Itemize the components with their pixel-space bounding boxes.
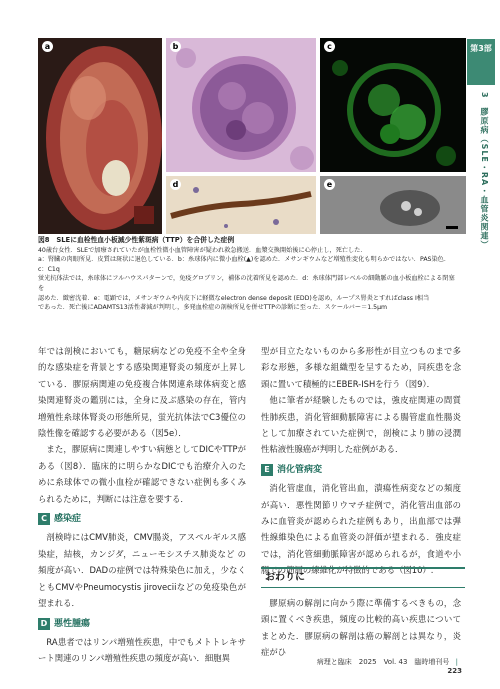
section-heading-e <box>261 462 461 478</box>
section-letter: C <box>38 513 50 525</box>
figure-caption <box>38 236 458 313</box>
caption-line: 40歳台女性．SLEで加療されていたが血栓性微小血管障害が疑われ救急搬送．血漿交換開始後に心停止し，死亡した． <box>38 246 367 254</box>
section-heading-c <box>38 511 246 527</box>
paragraph: また，膠原病に関連しやすい病態としてDICやTTPがある（図8）．臨床的に明らかなDICでも治療介入のために糸球体での微小血栓が確認できない症例も多くみられるために，判断には注意を要する． <box>38 444 246 504</box>
paragraph: 膠原病の解剖に向かう際に準備するべきもの，念頭に置くべき疾患，頻度の比較的高い疾患についてまとめた．膠原病の解剖は癌の解剖とは異なり，炎症がひ <box>261 598 461 658</box>
page-number: 223 <box>447 667 462 675</box>
journal-info: 病理と臨床 2025 Vol. 43 臨時増刊号 <box>316 658 450 666</box>
section-title: 消化管病変 <box>277 464 323 475</box>
kidney-gross-image <box>38 38 162 234</box>
running-title: 3 膠原病（SLE・RA・血管炎関連） <box>480 92 489 250</box>
page-footer: 病理と臨床 2025 Vol. 43 臨時増刊号 | 223 <box>316 658 462 675</box>
paragraph: 年では剖検においても，糖尿病などの免疫不全や全身的な感染症を背景とする感染関連腎炎の頻度が上昇している．膠原病関連の免疫複合体関連糸球体病変と感染関連腎炎の鑑別には，全身に及ぶ感染の存在，管内増殖性糸球体腎炎の形態所見，蛍光抗体法でC3優位の陰性像を確認する必要がある（図5e）． <box>38 346 246 439</box>
panel-label-a: a <box>42 41 53 52</box>
panel-label-e: e <box>324 179 335 190</box>
section-title: 感染症 <box>54 514 82 525</box>
paragraph: 他に筆者が経験したものでは，強皮症関連の間質性肺疾患，消化管細動脈障害による腸管虚血性腸炎として加療されていた症例で，剖検により肺の浸潤性粘液性腺癌が判明した症例がある． <box>261 395 461 455</box>
electron-micrograph-image <box>320 176 466 234</box>
paragraph: 型が目立たないものから多形性が目立つものまで多彩な形態，多様な組織型を呈するため，同疾患を念頭に置いて積極的にEBER-ISHを行う（図9）． <box>261 346 461 389</box>
figure-panel-d <box>166 176 316 234</box>
figure-panel-e <box>320 176 466 234</box>
immunofluorescence-image <box>320 38 466 172</box>
figure-panel-b <box>166 38 316 172</box>
caption-line: 認めた．緻密沈着．e：電顕では，メサンギウムや内皮下に軽微なelectron dense deposit (EDD)を認め，ループス腎炎とすればclass I相当 <box>38 294 430 302</box>
panel-label-b: b <box>170 41 181 52</box>
paragraph: 剖検時にはCMV肺炎，CMV腸炎，アスペルギルス感染症，結核，カンジダ，ニューモシスチス肺炎など の頻度が高い．DADの症例では特殊染色に加え，少なくともCMVやPneumocystis jiroveciiなどの免疫染色が望まれる． <box>38 532 246 609</box>
caption-line: であった．死亡後にADAMTS13活性著減が判明し，多発血栓症の剖検所見を併せTTPの診断に至った．スケールバー＝1.5μm <box>38 304 388 312</box>
figure-panel-a <box>38 38 162 234</box>
figure-panel-c <box>320 38 466 172</box>
right-column <box>261 343 461 579</box>
paragraph: 消化管虚血，消化管出血，潰瘍性病変などの頻度が高い．悪性関節リウマチ症例で，消化管出血部のみに血管炎が認められた症例もあり，出血部では弾性線維染色による血管炎の評価が望まれる．強皮症では，消化管細動脈障害が認められるが，食道や小腸での筋層の線維化が特徴的である（図10）. <box>261 483 461 576</box>
part-tab: 第3部 <box>467 39 495 85</box>
scale-bar <box>446 226 458 229</box>
paragraph: RA患者ではリンパ増殖性疾患，中でもメトトレキサート関連のリンパ増殖性疾患の頻度が高い．細胞異 <box>38 636 246 664</box>
caption-line: 蛍光抗体法では，糸球体にフルハウスパターンで，免疫グロブリン，補体の沈着所見を認めた．d：糸球体門部レベルの細動脈の血小板血栓による閉塞を <box>38 275 455 292</box>
figure-title: 図8 SLEに血栓性血小板減少性紫斑病（TTP）を合併した症例 <box>38 236 235 244</box>
left-column <box>38 343 246 667</box>
conclusion-text <box>261 595 461 661</box>
section-letter: E <box>261 464 273 476</box>
arteriole-thrombus-image <box>166 176 316 234</box>
glomerulus-pas-image <box>166 38 316 172</box>
section-letter: D <box>38 618 50 630</box>
caption-line: a：腎臓の肉眼所見．皮質は斑状に退色している．b：糸球体内に微小血栓(▲)を認めた．メサンギウムなど増殖性変化も明らかではない．PAS染色．c：C1q <box>38 256 451 273</box>
panel-label-c: c <box>324 41 335 52</box>
conclusion-heading: おわりに <box>261 567 465 588</box>
panel-label-d: d <box>170 179 181 190</box>
section-heading-d <box>38 616 246 632</box>
section-title: 悪性腫瘍 <box>54 618 91 629</box>
